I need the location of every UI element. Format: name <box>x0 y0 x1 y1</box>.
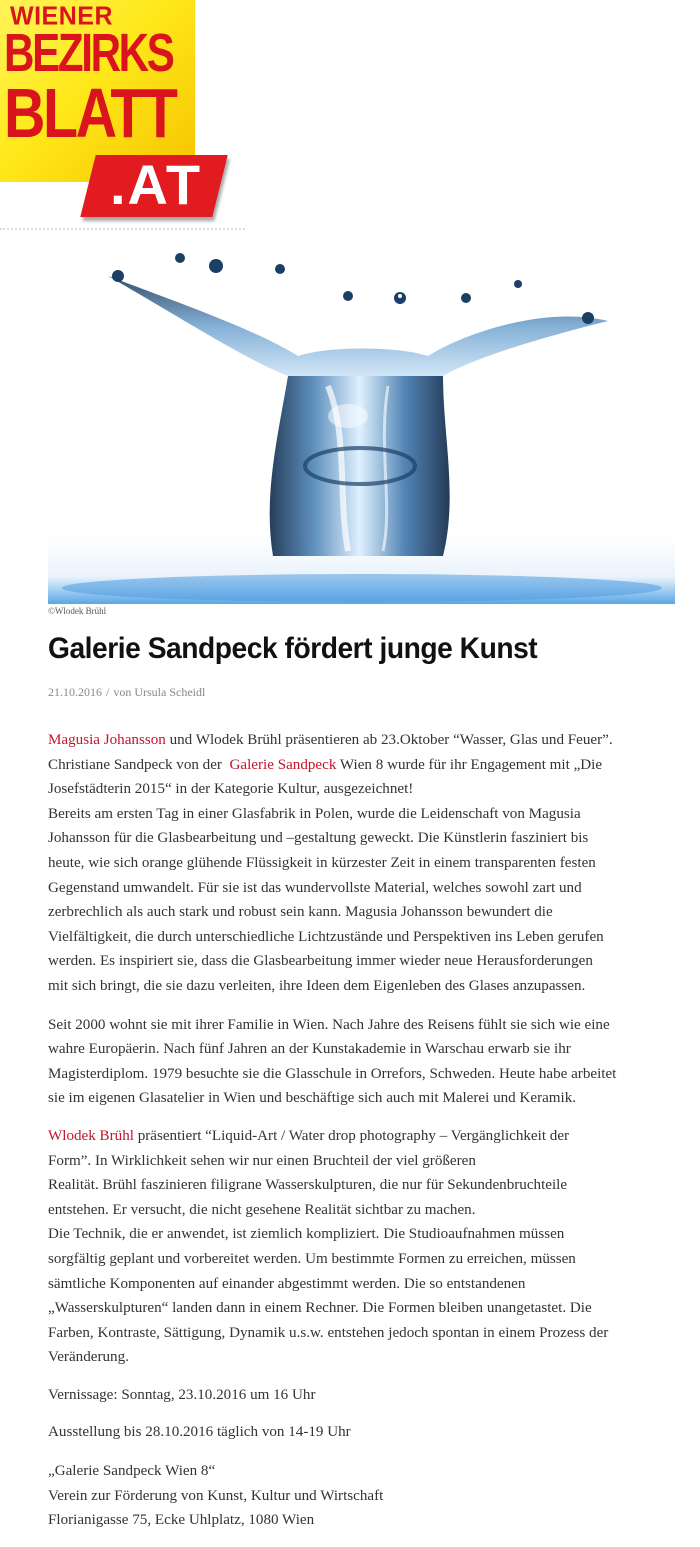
link-magusia-johansson[interactable]: Magusia Johansson <box>48 732 166 748</box>
logo-divider <box>0 228 245 230</box>
article-body <box>48 728 678 1125</box>
text-line: entstehen. Er versucht, die nicht gesehene Realität sichtbar zu machen. <box>48 1201 476 1218</box>
text-line: Seit 2000 wohnt sie mit ihrer Familie in Wien. Nach Jahre des Reisens fühlt sie sich wie eine <box>48 1016 610 1033</box>
text-line: Vernissage: Sonntag, 23.10.2016 um 16 Uhr <box>48 1387 316 1403</box>
gallery-address <box>48 1459 678 1533</box>
text-line: sie im eigenen Glasatelier in Wien und beschäftige sich auch mit Malerei und Keramik. <box>48 1090 577 1107</box>
article-title: Galerie Sandpeck fördert junge Kunst <box>48 632 538 665</box>
text-line: werden. Es inspiriert sie, dass die Glasbearbeitung immer wieder neue Herausforderungen <box>48 953 593 970</box>
paragraph-1 <box>48 728 678 999</box>
link-wlodek-bruehl[interactable]: Wlodek Brühl <box>48 1128 134 1144</box>
paragraph-3 <box>48 1124 678 1370</box>
site-logo[interactable] <box>0 0 240 225</box>
text-span: präsentiert “Liquid-Art / Water drop photography – Vergänglichkeit der <box>133 1128 570 1144</box>
article-meta <box>48 685 205 700</box>
text-line: Form”. In Wirklichkeit sehen wir nur einen Bruchteil der viel größeren <box>48 1152 476 1169</box>
logo-text-at: .AT <box>109 153 203 216</box>
text-line: „Wasserskulpturen“ landen dann in einem Rechner. Die Formen bleiben unangetastet. Die <box>48 1300 592 1317</box>
text-line <box>48 753 678 778</box>
meta-separator: / <box>106 685 110 699</box>
image-credit: ©Wlodek Brühl <box>48 606 107 616</box>
logo-text-blatt: BLATT <box>4 74 176 152</box>
text-line: zerbrechlich als auch stark und robust sein kann. Magusia Johansson bewundert die <box>48 904 553 921</box>
text-line: sorgfältig geplant und vorbereitet werden. Um bestimmte Formen zu erreichen, müssen <box>48 1250 576 1267</box>
text-span: Wien 8 wurde für ihr Engagement mit „Die <box>336 756 603 773</box>
text-line: mit sich bringt, die sie dazu verleiten, ihre Ideen dem Eigenleben des Glases anzupassen. <box>48 977 586 994</box>
text-line: Ausstellung bis 28.10.2016 täglich von 14-19 Uhr <box>48 1424 351 1440</box>
paragraph-2 <box>48 1013 678 1111</box>
text-line: Die Technik, die er anwendet, ist ziemlich kompliziert. Die Studioaufnahmen müssen <box>48 1226 565 1243</box>
exhibition-info <box>48 1420 678 1445</box>
text-line <box>48 728 678 753</box>
text-span: Christiane Sandpeck von der <box>48 756 230 773</box>
text-line: „Galerie Sandpeck Wien 8“ <box>48 1463 216 1479</box>
text-line: Realität. Brühl faszinieren filigrane Wasserskulpturen, die nur für Sekundenbruchteile <box>48 1177 568 1194</box>
text-line: Vielfältigkeit, die durch unterschiedliche Lichtzustände und Perspektiven ins Leben gerufen <box>48 928 604 945</box>
text-line: Magisterdiplom. 1979 besuchte sie die Glasschule in Orrefors, Schweden. Heute habe arbeitet <box>48 1065 617 1082</box>
text-line: Josefstädterin 2015“ in der Kategorie Kultur, ausgezeichnet! <box>48 781 414 798</box>
text-line: sämtliche Komponenten auf einander abgestimmt werden. Die so entstandenen <box>48 1275 526 1292</box>
hero-image-water-splash <box>48 236 675 604</box>
text-line: wahre Europäerin. Nach fünf Jahren an der Kunstakademie in Warschau erwarb sie ihr <box>48 1041 571 1058</box>
vernissage-info <box>48 1383 678 1408</box>
article-author: von Ursula Scheidl <box>113 685 206 699</box>
logo-text-wiener: WIENER <box>10 1 113 31</box>
text-line: Veränderung. <box>48 1349 129 1366</box>
text-line: Johansson für die Glasbearbeitung und –gestaltung geweckt. Die Künstlerin fasziniert bis <box>48 830 589 847</box>
text-line: Bereits am ersten Tag in einer Glasfabrik in Polen, wurde die Leidenschaft von Magusia <box>48 805 581 822</box>
text-line: Farben, Kontraste, Sättigung, Dynamik u.s.w. entstehen jedoch spontan in einem Prozess der <box>48 1324 609 1341</box>
text-line <box>48 1124 678 1149</box>
article-date: 21.10.2016 <box>48 685 102 699</box>
text-line: Florianigasse 75, Ecke Uhlplatz, 1080 Wien <box>48 1512 315 1529</box>
text-line: Gegenstand umwandelt. Für sie ist das wundervollste Material, welches sowohl zart und <box>48 879 582 896</box>
logo-text-bezirks: BEZIRKS <box>4 23 173 83</box>
link-galerie-sandpeck[interactable]: Galerie Sandpeck <box>229 756 337 773</box>
text-line: Verein zur Förderung von Kunst, Kultur und Wirtschaft <box>48 1487 384 1504</box>
text-span: und Wlodek Brühl präsentieren ab 23.Oktober “Wasser, Glas und Feuer”. <box>165 732 613 748</box>
text-line: heute, wie sich orange glühende Flüssigkeit in kürzester Zeit in einem transparenten festen <box>48 854 596 871</box>
